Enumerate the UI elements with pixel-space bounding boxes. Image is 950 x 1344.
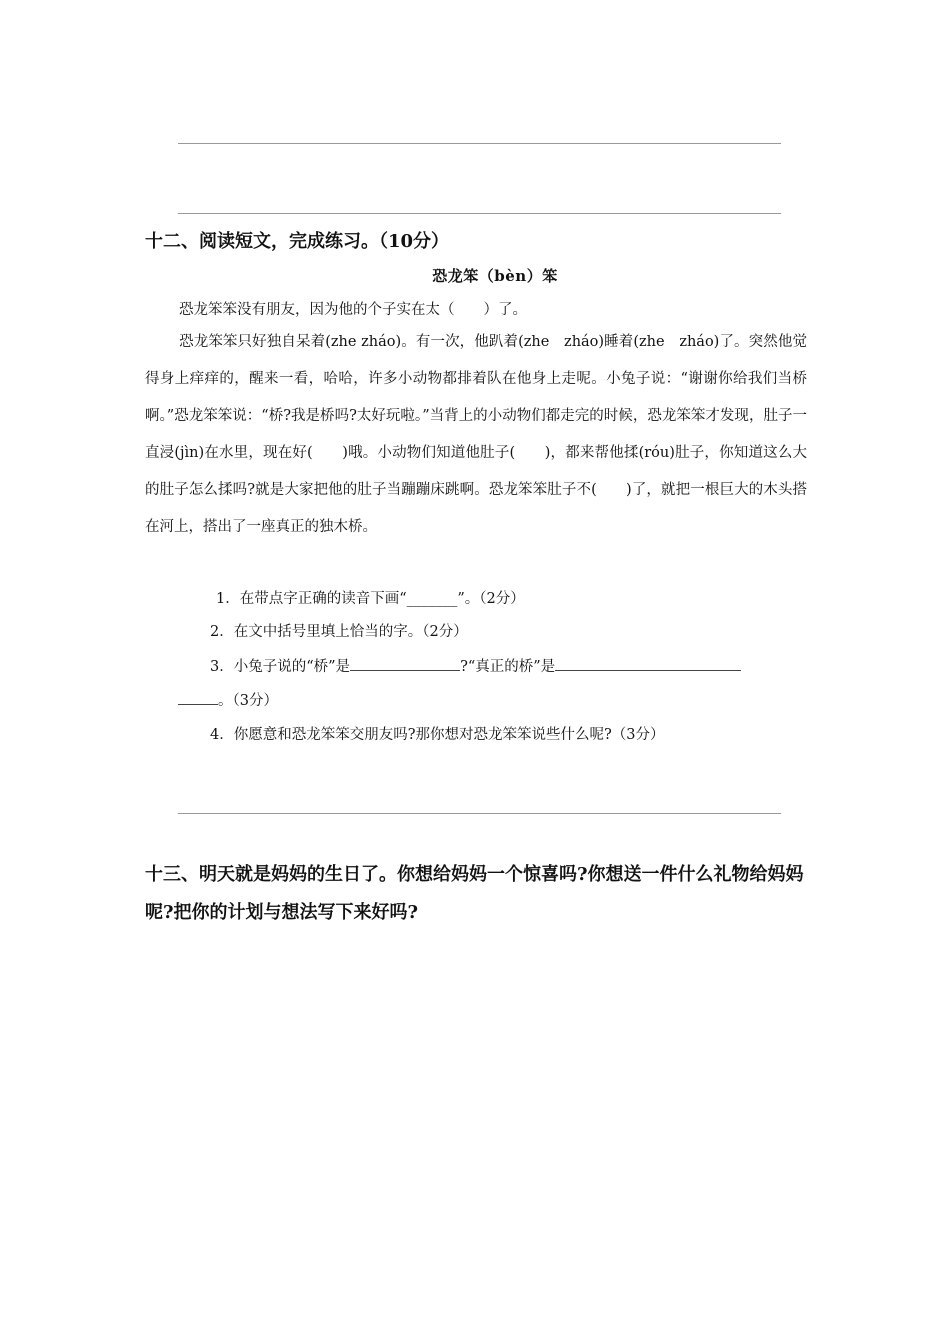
section-13-title: 十三、明天就是妈妈的生日了。你想给妈妈一个惊喜吗?你想送一件什么礼物给妈妈呢?把你的计划与想法写下来好吗? xyxy=(145,864,804,923)
question-3-continued xyxy=(178,690,278,711)
answer-line-3 xyxy=(178,813,781,814)
answer-line-1 xyxy=(178,143,781,144)
question-3-text-b: ?“真正的桥”是 xyxy=(460,659,556,675)
story-paragraph-2 xyxy=(145,324,807,546)
question-3-blank-3[interactable] xyxy=(178,690,218,705)
paragraph-1-text: 恐龙笨笨没有朋友，因为他的个子实在太（ ）了。 xyxy=(179,302,527,318)
paragraph-2-text: 恐龙笨笨只好独自呆着(zhe zháo)。有一次，他趴着(zhe zháo)睡着(zhe zháo)了。突然他觉得身上痒痒的，醒来一看，哈哈，许多小动物都排着队在他身上走呢。小兔子说：“谢谢你给我们当桥啊。”恐龙笨笨说：“桥?我是桥吗?太好玩啦。”当背上的小动物们都走完的时候，恐龙笨笨才发现，肚子一直浸(jìn)在水里，现在好( )哦。小动物们知道他肚子( )，都来帮他揉(róu)肚子，你知道这么大的肚子怎么揉吗?就是大家把他的肚子当蹦蹦床跳啊。恐龙笨笨肚子不( )了，就把一根巨大的木头搭在河上，搭出了一座真正的独木桥。 xyxy=(145,334,807,535)
question-3-text-a: 3．小兔子说的“桥”是 xyxy=(210,659,351,675)
question-4: 4．你愿意和恐龙笨笨交朋友吗?那你想对恐龙笨笨说些什么呢?（3分） xyxy=(210,727,665,743)
question-1: 1．在带点字正确的读音下画“_______”。（2分） xyxy=(216,591,525,607)
question-3-blank-2[interactable] xyxy=(555,656,741,671)
story-title: 恐龙笨（bèn）笨 xyxy=(432,267,558,285)
question-3 xyxy=(210,656,741,677)
question-3-blank-1[interactable] xyxy=(350,656,460,671)
question-3-text-c: 。（3分） xyxy=(218,693,278,709)
answer-line-2 xyxy=(178,213,781,214)
section-12-title: 十二、阅读短文，完成练习。（10分） xyxy=(145,231,450,252)
question-2: 2．在文中括号里填上恰当的字。（2分） xyxy=(210,624,468,640)
